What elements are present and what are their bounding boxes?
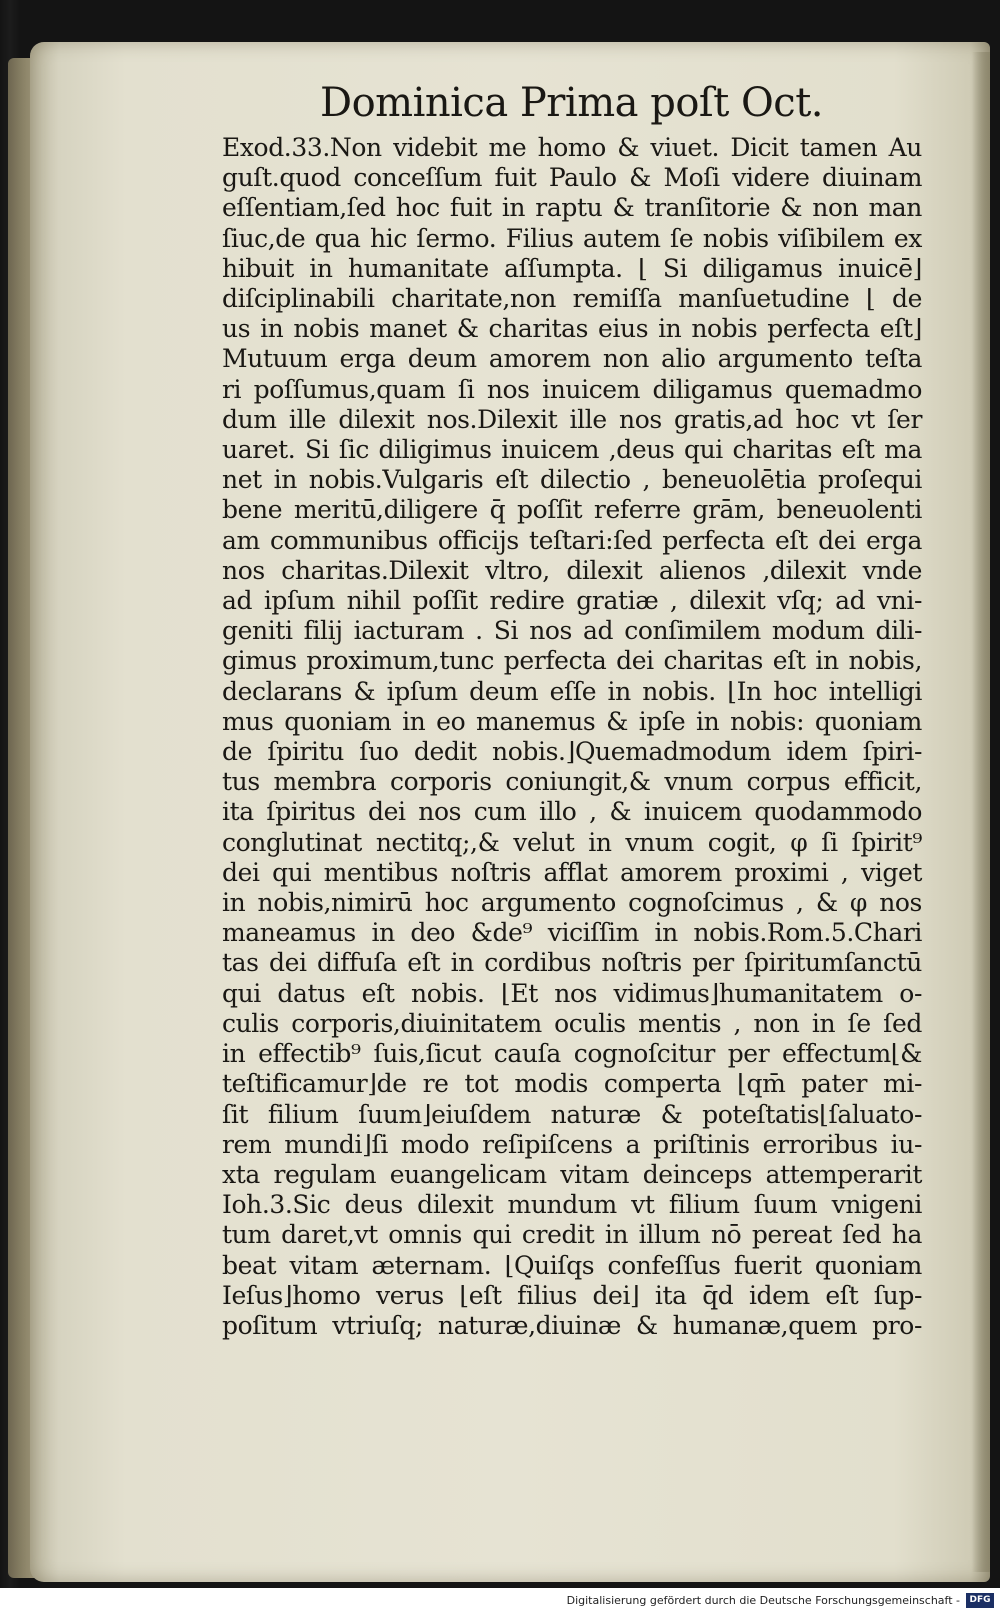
text-line: ita ſpiritus dei nos cum illo , & inuicem quodammodo (222, 797, 922, 827)
text-line: qui datus eſt nobis. ⌊Et nos vidimus⌋humanitatem o- (222, 978, 922, 1008)
text-line: tus membra corporis coniungit,& vnum corpus efficit, (222, 767, 922, 797)
text-line: in effectib⁹ ſuis,ſicut cauſa cognoſcitur per effectum⌊& (222, 1039, 922, 1069)
text-line: mus quoniam in eo manemus & ipſe in nobis: quoniam (222, 706, 922, 736)
text-line: gimus proximum,tunc perfecta dei charitas eſt in nobis, (222, 646, 922, 676)
text-line: rem mundi⌋ſi modo reſipiſcens a priſtinis erroribus iu- (222, 1129, 922, 1159)
text-line: Exod.33.Non videbit me homo & viuet. Dicit tamen Au (222, 133, 922, 162)
text-line: ri poſſumus,quam ſi nos inuicem diligamus quemadmo (222, 374, 922, 404)
text-line: conglutinat nectitq;,& velut in vnum cogit, φ ſi ſpirit⁹ (222, 827, 922, 857)
text-line: ſiuc,de qua hic ſermo. Filius autem ſe nobis viſibilem ex (222, 223, 922, 253)
page-gutter-shadow (972, 52, 990, 1572)
text-line: geniti filij iacturam . Si nos ad conſimilem modum dili- (222, 616, 922, 646)
footer-bar (0, 1588, 1000, 1615)
text-line: net in nobis.Vulgaris eſt dilectio , beneuolētia proſequi (222, 465, 922, 495)
text-line: guſt.quod conceſſum fuit Paulo & Moſi videre diuinam (222, 163, 922, 193)
text-line: culis corporis,diuinitatem oculis mentis , non in ſe ſed (222, 1008, 922, 1038)
text-line: dei qui mentibus noſtris afflat amorem proximi , viget (222, 857, 922, 887)
text-line: beat vitam æternam. ⌊Quiſqs confeſſus fuerit quoniam (222, 1250, 922, 1280)
text-line: am communibus officijs teſtari:ſed perfecta eſt dei erga (222, 525, 922, 555)
text-line: bene meritū,diligere q̄ poſſit referre grām, beneuolenti (222, 495, 922, 525)
text-line: xta regulam euangelicam vitam deinceps attemperarit (222, 1159, 922, 1189)
text-line: uaret. Si ſic diligimus inuicem ,deus qui charitas eſt ma (222, 435, 922, 465)
text-line: in nobis,nimirū hoc argumento cognoſcimus , & φ nos (222, 888, 922, 918)
text-line: tas dei diffuſa eſt in cordibus noſtris per ſpiritumſanctū (222, 948, 922, 978)
running-head: Dominica Prima poſt Oct. (320, 80, 823, 126)
text-line: nos charitas.Dilexit vltro, dilexit alienos ,dilexit vnde (222, 555, 922, 585)
text-line: hibuit in humanitate aſſumpta. ⌊ Si diligamus inuicē⌋ (222, 253, 922, 283)
text-line: ad ipſum nihil poſſit redire gratiæ , dilexit vſq; ad vni- (222, 586, 922, 616)
text-line: diſciplinabili charitate,non remiſſa manſuetudine ⌊ de (222, 284, 922, 314)
text-line: teſtificamur⌋de re tot modis comperta ⌊qm̄ pater mi- (222, 1069, 922, 1099)
dfg-logo: DFG (966, 1593, 994, 1608)
text-line: ſit filium ſuum⌋eiuſdem naturæ & poteſtatis⌊ſaluato- (222, 1099, 922, 1129)
text-line: tum daret,vt omnis qui credit in illum nō pereat ſed ha (222, 1220, 922, 1250)
text-line: de ſpiritu ſuo dedit nobis.⌋Quemadmodum idem ſpiri- (222, 737, 922, 767)
text-line: dum ille dilexit nos.Dilexit ille nos gratis,ad hoc vt ſer (222, 404, 922, 434)
text-line: eſſentiam,ſed hoc fuit in raptu & tranſitorie & non man (222, 193, 922, 223)
body-text (222, 133, 922, 1341)
text-line: poſitum vtriuſq; naturæ,diuinæ & humanæ,quem pro- (222, 1310, 922, 1340)
text-line: maneamus in deo &de⁹ viciſſim in nobis.Rom.5.Chari (222, 918, 922, 948)
funding-credit: Digitalisierung gefördert durch die Deutsche Forschungsgemeinschaft - (566, 1594, 960, 1607)
text-line: Ieſus⌋homo verus ⌊eſt filius dei⌋ ita q̄d idem eſt ſup- (222, 1280, 922, 1310)
text-line: Mutuum erga deum amorem non alio argumento teſta (222, 344, 922, 374)
text-line: Ioh.3.Sic deus dilexit mundum vt filium ſuum vnigeni (222, 1190, 922, 1220)
text-line: declarans & ipſum deum eſſe in nobis. ⌊In hoc intelligi (222, 676, 922, 706)
text-line: us in nobis manet & charitas eius in nobis perfecta eſt⌋ (222, 314, 922, 344)
